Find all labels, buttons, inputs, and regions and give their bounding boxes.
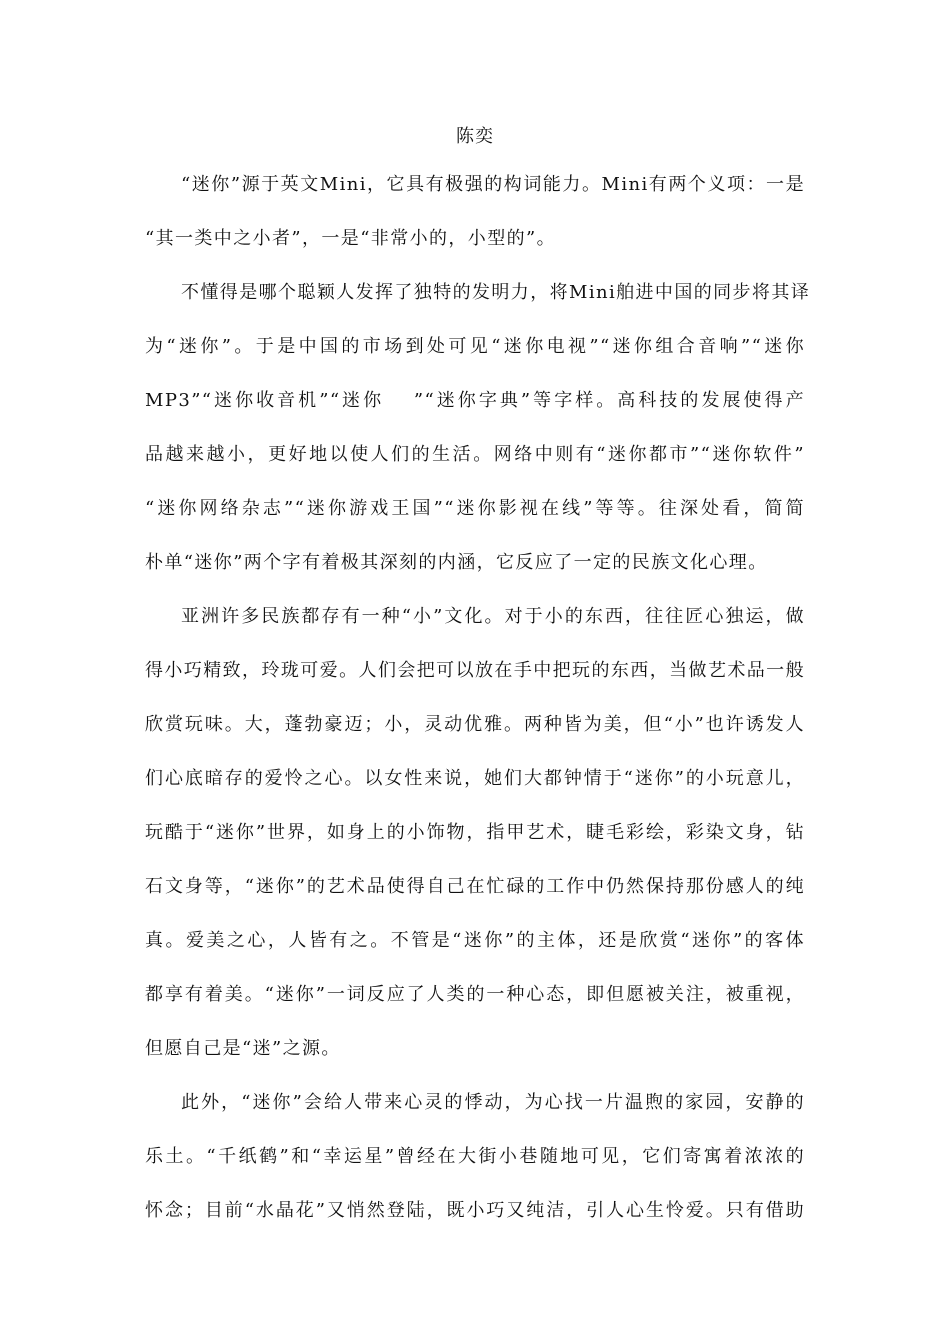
author-name: 陈奕 <box>456 126 494 147</box>
text-line: “迷你网络杂志”“迷你游戏王国”“迷你影视在线”等等。往深处看，简简 <box>145 498 805 519</box>
text-line: 真。爱美之心，人皆有之。不管是“迷你”的主体，还是欣赏“迷你”的客体 <box>145 930 805 951</box>
text-line: 不懂得是哪个聪颖人发挥了独特的发明力，将Mini舶进中国的同步将其译 <box>181 282 811 303</box>
text-line: 为“迷你”。于是中国的市场到处可见“迷你电视”“迷你组合音响”“迷你 <box>145 336 805 357</box>
text-line: 得小巧精致，玲珑可爱。人们会把可以放在手中把玩的东西，当做艺术品一般 <box>145 660 805 681</box>
text-line: 品越来越小，更好地以使人们的生活。网络中则有“迷你都市”“迷你软件” <box>145 444 805 465</box>
text-line: “其一类中之小者”，一是“非常小的，小型的”。 <box>145 228 557 249</box>
text-line: 亚洲许多民族都存有一种“小”文化。对于小的东西，往往匠心独运，做 <box>181 606 805 627</box>
text-line: 都享有着美。“迷你”一词反应了人类的一种心态，即但愿被关注，被重视， <box>145 984 805 1005</box>
text-line: 们心底暗存的爱怜之心。以女性来说，她们大都钟情于“迷你”的小玩意儿， <box>145 768 805 789</box>
text-line: 玩酷于“迷你”世界，如身上的小饰物，指甲艺术，睫毛彩绘，彩染文身，钻 <box>145 822 805 843</box>
text-line: 石文身等，“迷你”的艺术品使得自己在忙碌的工作中仍然保持那份感人的纯 <box>145 876 805 897</box>
text-line: 朴单“迷你”两个字有着极其深刻的内涵，它反应了一定的民族文化心理。 <box>145 552 768 573</box>
text-line: 欣赏玩味。大，蓬勃豪迈；小，灵动优雅。两种皆为美，但“小”也许诱发人 <box>145 714 805 735</box>
text-line: 怀念；目前“水晶花”又悄然登陆，既小巧又纯洁，引人心生怜爱。只有借助 <box>145 1200 805 1221</box>
text-line: MP3”“迷你收音机”“迷你 ”“迷你字典”等字样。高科技的发展使得产 <box>145 390 805 411</box>
text-line: 但愿自己是“迷”之源。 <box>145 1038 341 1059</box>
text-line: “迷你”源于英文Mini，它具有极强的构词能力。Mini有两个义项：一是 <box>181 174 805 195</box>
text-line: 此外，“迷你”会给人带来心灵的悸动，为心找一片温煦的家园，安静的 <box>181 1092 805 1113</box>
text-line: 乐土。“千纸鹤”和“幸运星”曾经在大街小巷随地可见，它们寄寓着浓浓的 <box>145 1146 805 1167</box>
